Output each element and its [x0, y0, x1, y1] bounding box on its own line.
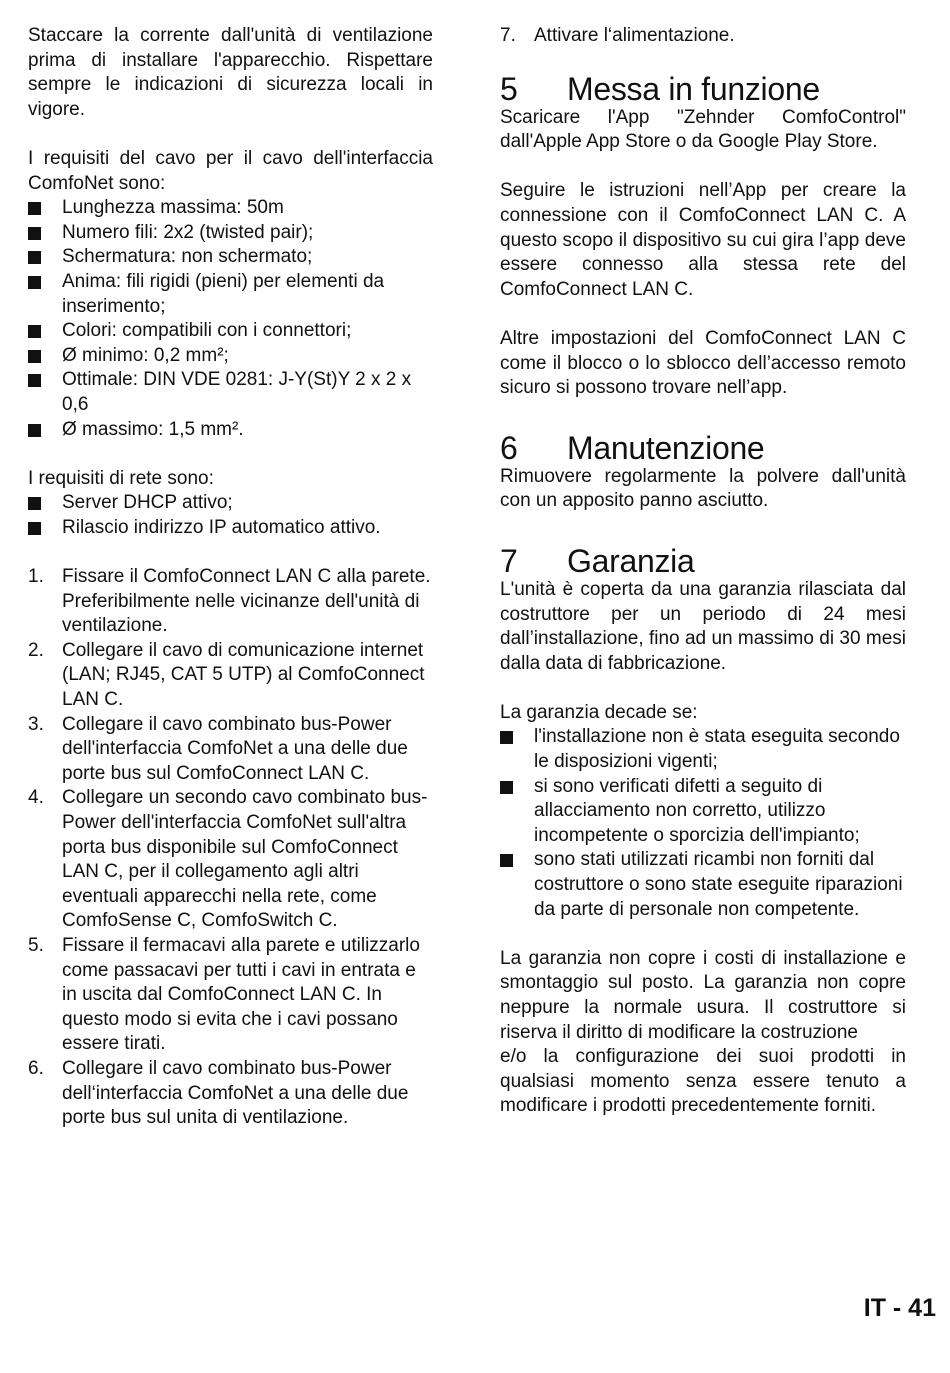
paragraph: Altre impostazioni del ComfoConnect LAN C come il blocco o lo sblocco dell’accesso remoto sicuro si possono trovare nell’app.	[500, 327, 906, 399]
right-column	[500, 24, 906, 1119]
step-item	[28, 934, 433, 1057]
step-number: 5.	[28, 934, 44, 956]
section-number: 7	[500, 542, 518, 579]
warranty-void-list	[500, 725, 906, 922]
step-text: Collegare il cavo di comunicazione internet (LAN; RJ45, CAT 5 UTP) al ComfoConnect LAN C.	[62, 639, 425, 711]
section-number: 5	[500, 70, 518, 107]
paragraph: L'unità è coperta da una garanzia rilasciata dal costruttore per un periodo di 24 mesi dall’installazione, fino ad un massimo di 30 mesi dalla data di fabbricazione.	[500, 578, 906, 674]
step-text: Collegare il cavo combinato bus-Power dell‘interfaccia ComfoNet a una delle due porte bus sul unita di ventilazione.	[62, 1057, 409, 1129]
step-number: 4.	[28, 787, 44, 809]
section-heading-6	[500, 431, 906, 465]
step-item	[28, 1057, 433, 1131]
list-item: Server DHCP attivo;	[28, 491, 433, 516]
section-title: Garanzia	[567, 542, 695, 579]
installation-steps-continued	[500, 24, 906, 49]
installation-steps	[28, 565, 433, 1131]
section-title: Messa in funzione	[567, 70, 820, 107]
paragraph: La garanzia non copre i costi di installazione e smontaggio sul posto. La garanzia non copre neppure la normale usura. Il costruttore si riserva il diritto di modificare la costruzione	[500, 947, 906, 1043]
list-item: Ø minimo: 0,2 mm²;	[28, 344, 433, 369]
intro-paragraph: Staccare la corrente dall'unità di ventilazione prima di installare l'apparecchio. Rispettare sempre le indicazioni di sicurezza locali in vigore.	[28, 25, 433, 120]
step-number: 1.	[28, 566, 44, 588]
list-item: Schermatura: non schermato;	[28, 245, 433, 270]
page-number: IT - 41	[863, 1294, 936, 1322]
step-number: 3.	[28, 713, 44, 735]
step-text: Fissare il fermacavi alla parete e utilizzarlo come passacavi per tutti i cavi in entrata e in uscita dal ComfoConnect LAN C. In questo modo si evita che i cavi possano essere tirati.	[62, 934, 420, 1055]
step-text: Attivare l‘alimentazione.	[534, 25, 735, 46]
step-item	[500, 24, 906, 49]
step-item	[28, 639, 433, 713]
list-item: Ø massimo: 1,5 mm².	[28, 418, 433, 443]
list-item: Numero fili: 2x2 (twisted pair);	[28, 221, 433, 246]
list-item: Rilascio indirizzo IP automatico attivo.	[28, 516, 433, 541]
list-item: Lunghezza massima: 50m	[28, 196, 433, 221]
list-item: Ottimale: DIN VDE 0281: J-Y(St)Y 2 x 2 x 0,6	[28, 368, 433, 417]
list-item: l'installazione non è stata eseguita secondo le disposizioni vigenti;	[500, 725, 906, 774]
list-item: Colori: compatibili con i connettori;	[28, 319, 433, 344]
list-item: sono stati utilizzati ricambi non forniti dal costruttore o sono state eseguite riparazioni da parte di personale non competente.	[500, 848, 906, 922]
step-text: Collegare il cavo combinato bus-Power dell'interfaccia ComfoNet a una delle due porte bus sul ComfoConnect LAN C.	[62, 713, 408, 784]
network-requirements-intro: I requisiti di rete sono:	[28, 467, 214, 489]
step-number: 6.	[28, 1057, 44, 1079]
step-number: 2.	[28, 639, 44, 661]
step-text: Fissare il ComfoConnect LAN C alla parete. Preferibilmente nelle vicinanze dell'unità di ventilazione.	[62, 566, 431, 637]
step-item	[28, 565, 433, 639]
paragraph: Scaricare l'App "Zehnder ComfoControl" dall'Apple App Store o da Google Play Store.	[500, 106, 906, 153]
cable-requirements-list	[28, 196, 433, 442]
left-column	[28, 24, 433, 1131]
step-text: Collegare un secondo cavo combinato bus-Power dell'interfaccia ComfoNet sull'altra porta bus disponibile sul ComfoConnect LAN C, per il collegamento agli altri eventuali apparecchi nella rete, come ComfoSense C, ComfoSwitch C.	[62, 787, 428, 932]
section-heading-5	[500, 72, 906, 106]
cable-requirements-intro: I requisiti del cavo per il cavo dell'interfaccia ComfoNet sono:	[28, 147, 433, 194]
step-number: 7.	[500, 25, 516, 46]
step-item	[28, 786, 433, 934]
section-number: 6	[500, 429, 518, 466]
network-requirements-list	[28, 491, 433, 540]
step-item	[28, 713, 433, 787]
paragraph: Rimuovere regolarmente la polvere dall'unità con un apposito panno asciutto.	[500, 465, 906, 512]
paragraph: Seguire le istruzioni nell’App per creare la connessione con il ComfoConnect LAN C. A questo scopo il dispositivo su cui gira l’app deve essere connesso alla stessa rete del ComfoConnect LAN C.	[500, 180, 906, 300]
paragraph: e/o la configurazione dei suoi prodotti in qualsiasi momento senza essere tenuto a modificare i prodotti precedentemente forniti.	[500, 1046, 906, 1117]
list-item: Anima: fili rigidi (pieni) per elementi da inserimento;	[28, 270, 433, 319]
list-item: si sono verificati difetti a seguito di allacciamento non corretto, utilizzo incompetente o sporcizia dell'impianto;	[500, 775, 906, 849]
section-title: Manutenzione	[567, 429, 765, 466]
section-heading-7	[500, 544, 906, 578]
warranty-void-intro: La garanzia decade se:	[500, 701, 698, 723]
